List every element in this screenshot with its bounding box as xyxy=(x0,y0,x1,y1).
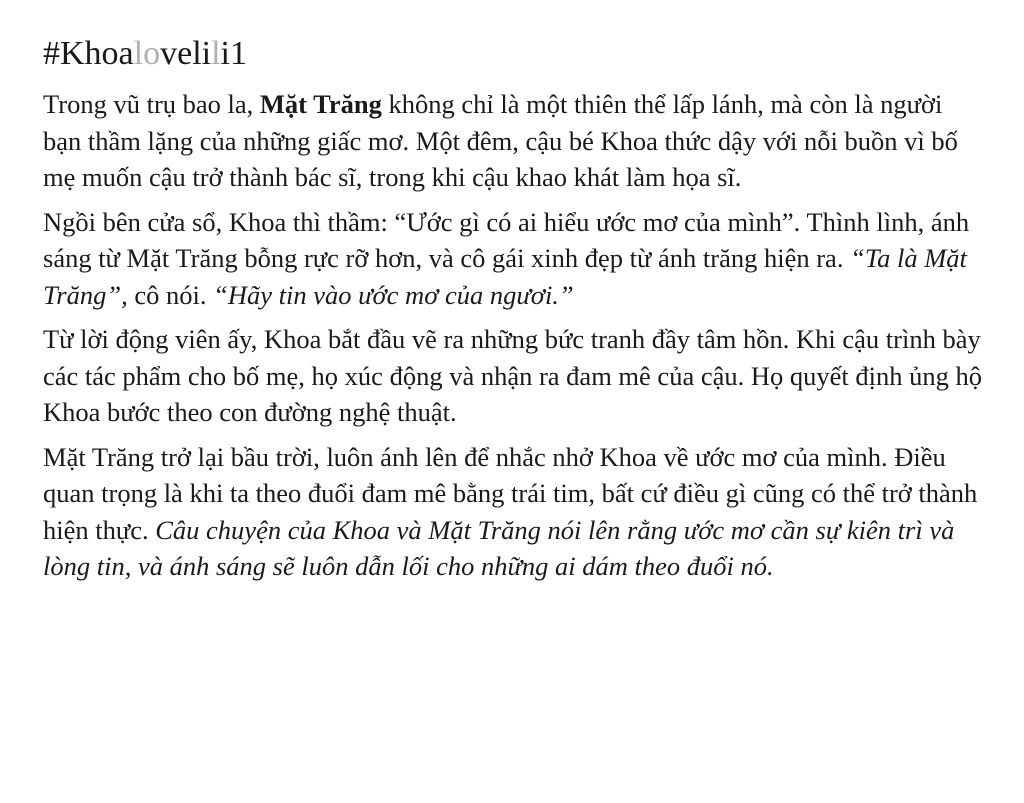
italic-quote: “Hãy tin vào ước mơ của ngươi.” xyxy=(213,279,574,310)
paragraph-text: Từ lời động viên ấy, Khoa bắt đầu vẽ ra những bức tranh đầy tâm hồn. Khi cậu trình bày các tác phẩm cho bố mẹ, họ xúc động và nhận ra đam mê của cậu. Họ quyết định ủng hộ Khoa bước theo con đường nghệ thuật. xyxy=(43,324,982,427)
hashtag-text: veli xyxy=(160,35,212,72)
hashtag-faint-letter: l xyxy=(133,35,144,72)
paragraph-4 xyxy=(43,439,983,585)
hashtag-faint-letter: l xyxy=(211,35,221,72)
paragraph-text: không chỉ là một thiên thể lấp lánh, mà còn là người bạn thầm lặng của những giấc mơ. Một đêm, cậu bé Khoa thức dậy với nỗi buồn vì bố mẹ muốn cậu trở thành bác sĩ, trong khi cậu khao khát làm họa sĩ. xyxy=(43,89,958,192)
bold-text-moon: Mặt Trăng xyxy=(259,89,382,119)
hashtag-faint-letter: o xyxy=(143,35,161,72)
paragraph-text: Mặt Trăng trở lại bầu trời, luôn ánh lên để nhắc nhở Khoa về ước mơ của mình. Điều quan trọng là khi ta theo đuổi đam mê bằng trái tim, bất cứ điều gì cũng có thể trở thành hiện thực. xyxy=(43,441,978,545)
paragraph-1 xyxy=(43,86,983,196)
paragraph-text: Ngồi bên cửa sổ, Khoa thì thầm: “Ước gì có ai hiểu ước mơ của mình”. Thình lình, ánh sáng từ Mặt Trăng bỗng rực rỡ hơn, và cô gái xinh đẹp từ ánh trăng hiện ra. xyxy=(43,206,970,273)
italic-quote: “Ta là Mặt Trăng”, xyxy=(43,243,967,310)
hashtag-text: #Khoa xyxy=(43,35,134,72)
italic-conclusion: Câu chuyện của Khoa và Mặt Trăng nói lên rằng ước mơ cần sự kiên trì và lòng tin, và ánh sáng sẽ luôn dẫn lối cho những ai dám theo đuổi nó. xyxy=(43,514,955,581)
document xyxy=(43,30,983,593)
paragraph-text: cô nói. xyxy=(127,279,214,310)
paragraph-2 xyxy=(43,204,983,314)
paragraph-3 xyxy=(43,321,983,431)
hashtag-title xyxy=(43,30,983,78)
paragraph-text: Trong vũ trụ bao la, xyxy=(43,89,260,119)
hashtag-text: i1 xyxy=(220,35,247,72)
